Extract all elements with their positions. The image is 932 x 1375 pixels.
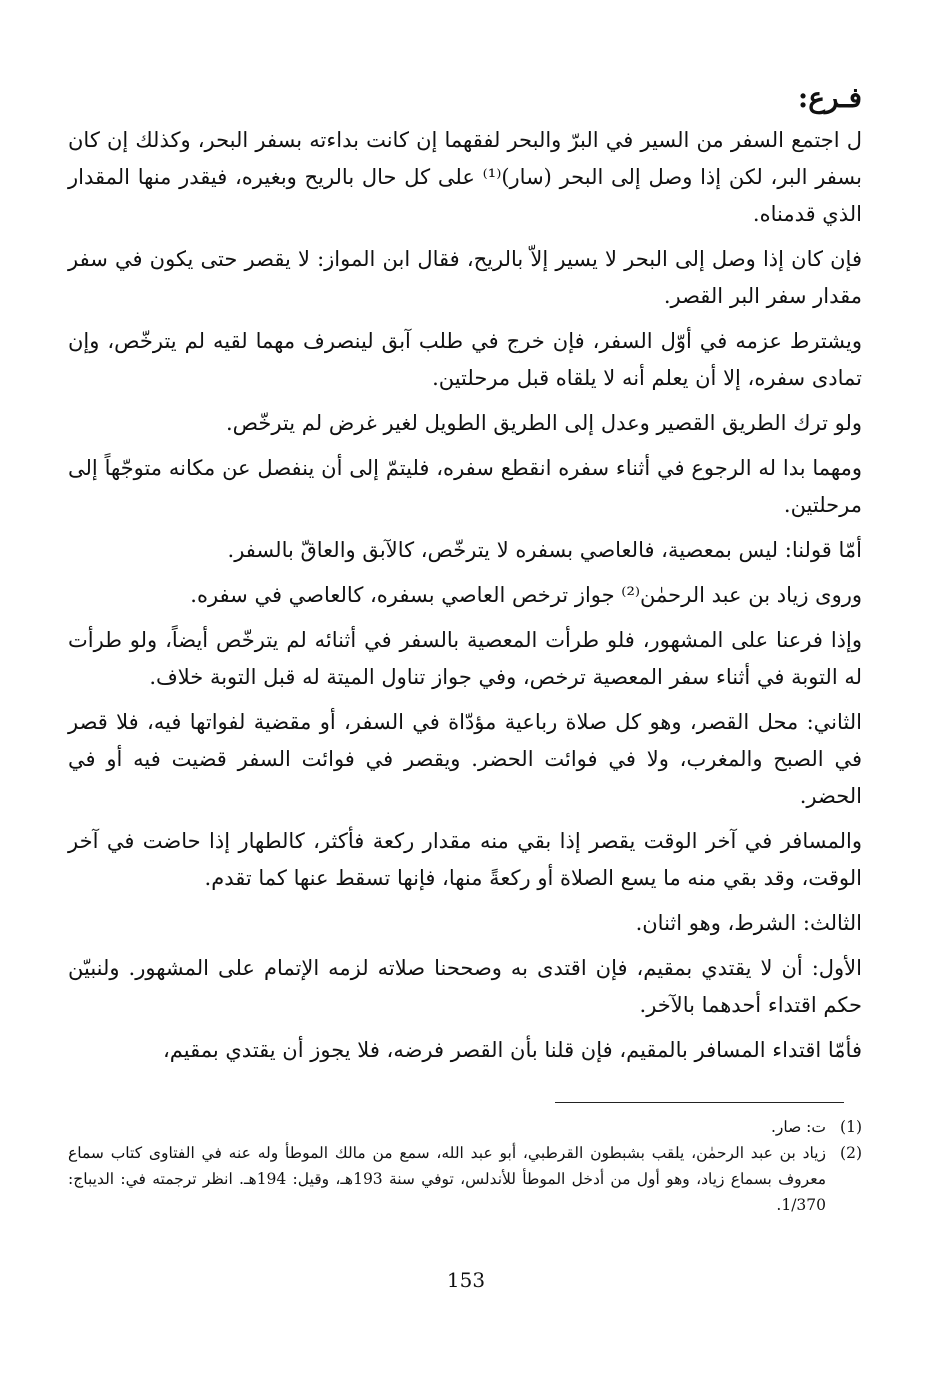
paragraph-4: ولو ترك الطريق القصير وعدل إلى الطريق الطويل لغير غرض لم يترخّص. bbox=[225, 411, 862, 435]
main-text bbox=[68, 78, 862, 1069]
paragraph-12: الأول: أن لا يقتدي بمقيم، فإن اقتدى به وصححنا صلاته لزمه الإتمام على المشهور. ولنبيّن حكم اقتداء أحدهما بالآخر. bbox=[68, 956, 862, 1017]
paragraph-5: ومهما بدا له الرجوع في أثناء سفره انقطع سفره، فليتمّ إلى أن ينفصل عن مكانه متوجّهاً إلى مرحلتين. bbox=[68, 456, 862, 517]
paragraph-11: الثالث: الشرط، وهو اثنان. bbox=[635, 911, 862, 935]
footnote-text: زياد بن عبد الرحمٰن، يلقب بشبطون القرطبي، أبو عبد الله، سمع من مالك الموطأ وله عنه في الفتاوى كتاب سماع معروف بسماع زياد، وهو أول من أدخل الموطأ للأندلس، توفي سنة 193هـ، وقيل: 194هـ. انظر ترجمته في: الديباج: 1/370. bbox=[68, 1144, 826, 1214]
paragraph-2: فإن كان إذا وصل إلى البحر لا يسير إلاّ بالريح، فقال ابن المواز: لا يقصر حتى يكون في سفر مقدار سفر البر القصر. bbox=[68, 247, 862, 308]
paragraph-9: الثاني: محل القصر، وهو كل صلاة رباعية مؤدّاة في السفر، أو مقضية لفواتها فيه، فلا قصر في الصبح والمغرب، ولا في فوائت الحضر. ويقصر في فوائت السفر قضيت فيه أو في الحضر. bbox=[68, 710, 862, 808]
paragraph-3: ويشترط عزمه في أوّل السفر، فإن خرج في طلب آبق لينصرف مهما لقيه لم يترخّص، وإن تمادى سفره، إلا أن يعلم أنه لا يلقاه قبل مرحلتين. bbox=[68, 329, 862, 390]
footnote-number: (1) bbox=[840, 1118, 862, 1136]
footnote-separator bbox=[555, 1102, 844, 1103]
page-number: 153 bbox=[446, 1268, 486, 1292]
paragraph-7: وروى زياد بن عبد الرحمٰن⁽²⁾ جواز ترخص العاصي بسفره، كالعاصي في سفره. bbox=[190, 583, 862, 607]
footnote-1 bbox=[68, 1114, 862, 1140]
paragraph-6: أمّا قولنا: ليس بمعصية، فالعاصي بسفره لا يترخّص، كالآبق والعاقّ بالسفر. bbox=[227, 538, 862, 562]
footnotes bbox=[68, 1114, 862, 1218]
paragraph-8: وإذا فرعنا على المشهور، فلو طرأت المعصية بالسفر في أثنائه لم يترخّص أيضاً، ولو طرأت له التوبة في أثناء سفر المعصية ترخص، وفي جواز تناول الميتة له قبل التوبة خلاف. bbox=[68, 628, 862, 689]
paragraph-1: ل اجتمع السفر من السير في البرّ والبحر لفقهما إن كانت بداءته بسفر البحر، وكذلك إن كان بسفر البر، لكن إذا وصل إلى البحر (سار)⁽¹⁾ على كل حال بالريح وبغيره، فيقدر منها المقدار الذي قدمناه. bbox=[68, 128, 862, 226]
section-heading: فـرع: bbox=[797, 81, 862, 114]
paragraph-13: فأمّا اقتداء المسافر بالمقيم، فإن قلنا بأن القصر فرضه، فلا يجوز أن يقتدي بمقيم، bbox=[162, 1038, 862, 1062]
footnote-number: (2) bbox=[840, 1144, 862, 1162]
footnote-2 bbox=[68, 1140, 862, 1218]
paragraph-10: والمسافر في آخر الوقت يقصر إذا بقي منه مقدار ركعة فأكثر، كالطهار إذا حاضت في آخر الوقت، وقد بقي منه ما يسع الصلاة أو ركعةً منها، فإنها تسقط عنها كما تقدم. bbox=[68, 829, 862, 890]
footnote-text: ت: صار. bbox=[770, 1118, 826, 1136]
